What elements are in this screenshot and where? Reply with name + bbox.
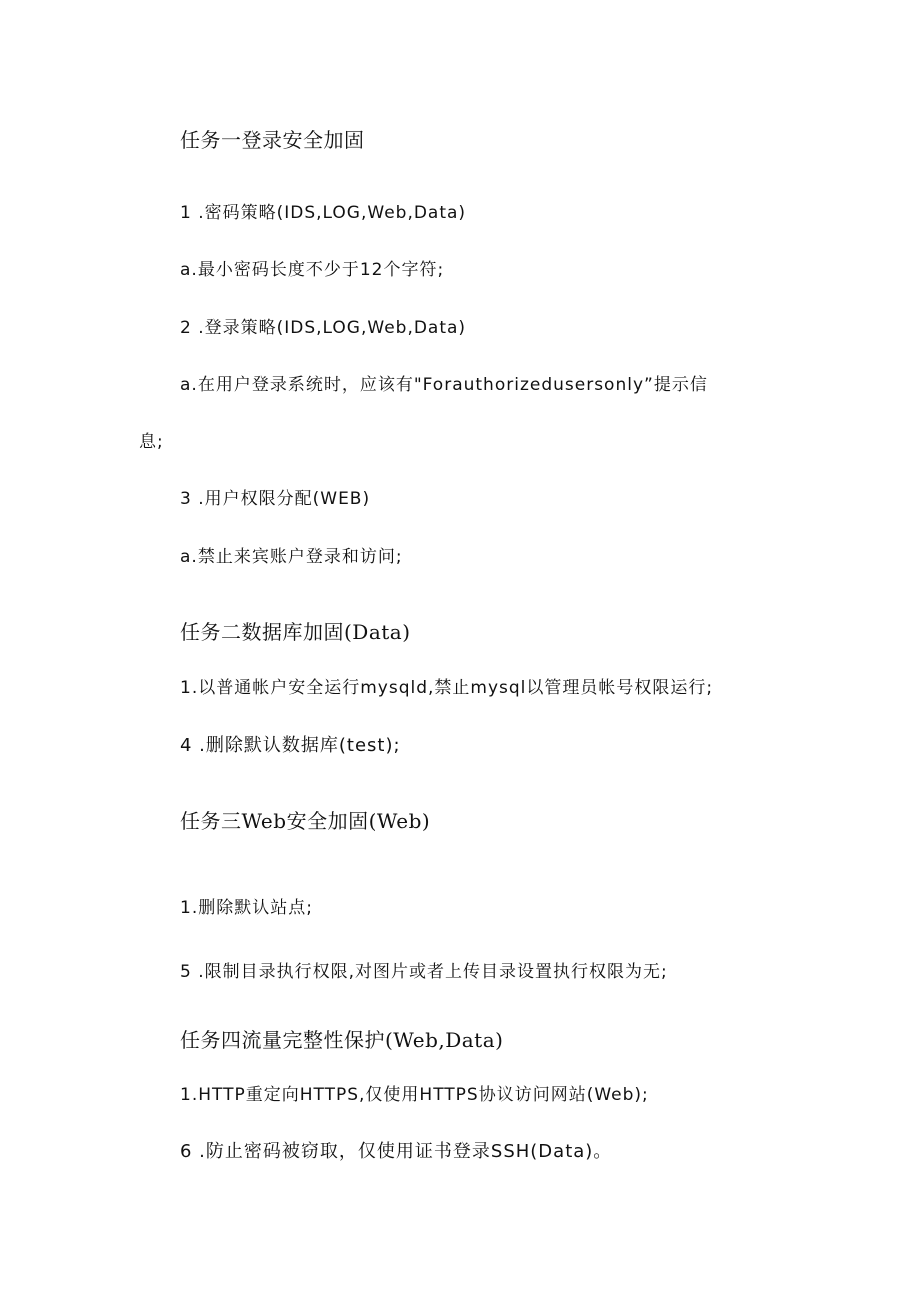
task1-item3: 3 .用户权限分配(WEB): [180, 489, 371, 509]
task1-item2a-continued: 息;: [139, 432, 164, 452]
task1-item1: 1 .密码策略(IDS,LOG,Web,Data): [180, 203, 467, 223]
task3-item1: 1.删除默认站点;: [180, 898, 313, 918]
task1-heading: 任务一登录安全加固: [180, 128, 365, 152]
task3-item5: 5 .限制目录执行权限,对图片或者上传目录设置执行权限为无;: [180, 962, 668, 982]
task3-heading: 任务三Web安全加固(Web): [180, 809, 431, 833]
task1-item2: 2 .登录策略(IDS,LOG,Web,Data): [180, 318, 467, 338]
task2-item1: 1.以普通帐户安全运行mysqld,禁止mysql以管理员帐号权限运行;: [180, 678, 714, 698]
task1-item1a: a.最小密码长度不少于12个字符;: [180, 260, 445, 280]
task4-item1: 1.HTTP重定向HTTPS,仅使用HTTPS协议访问网站(Web);: [180, 1085, 649, 1105]
task4-heading: 任务四流量完整性保护(Web,Data): [180, 1028, 504, 1052]
task2-heading: 任务二数据库加固(Data): [180, 620, 411, 644]
task1-item3a: a.禁止来宾账户登录和访问;: [180, 547, 403, 567]
task1-item2a: a.在用户登录系统时，应该有"Forauthorizedusersonly”提示信: [180, 375, 708, 395]
task4-item6: 6 .防止密码被窃取，仅使用证书登录SSH(Data)。: [180, 1141, 613, 1162]
task2-item4: 4 .删除默认数据库(test);: [180, 735, 401, 756]
